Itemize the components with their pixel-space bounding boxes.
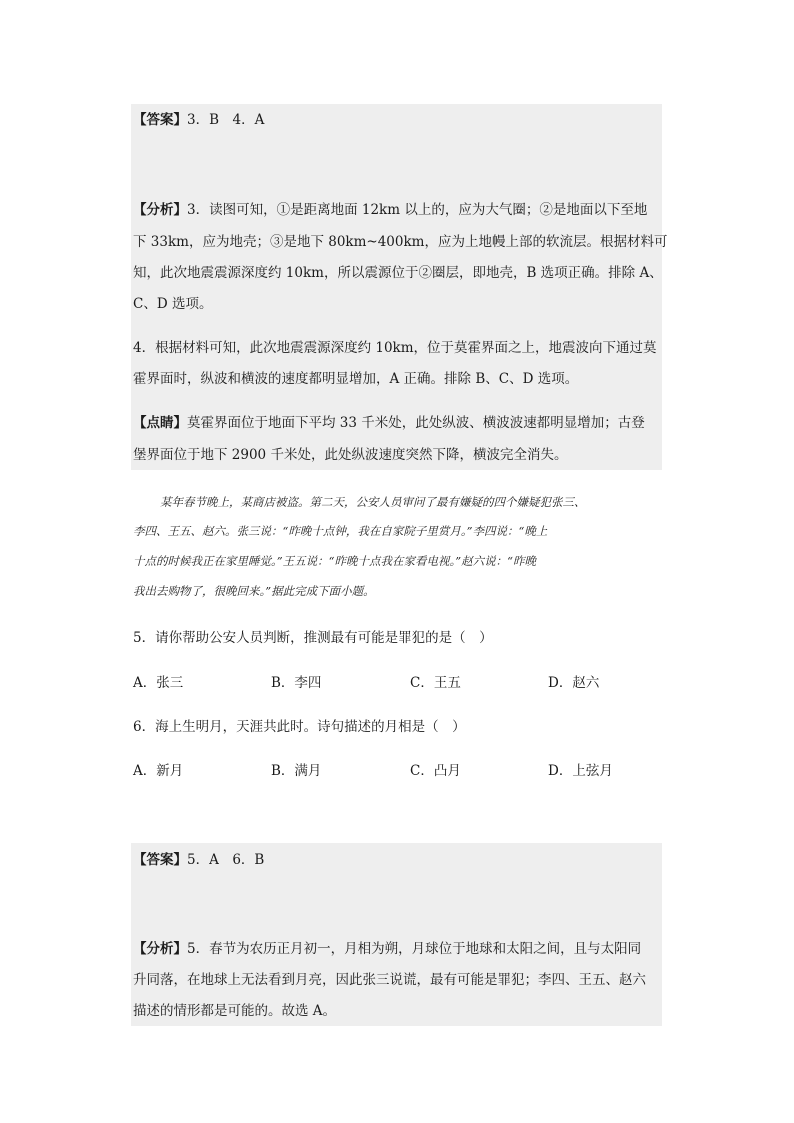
q6-option-c: C．凸月 — [410, 763, 461, 779]
q4-analysis-line-1: 4．根据材料可知，此次地震震源深度约 10km，位于莫霍界面之上，地震波向下通过莫 — [133, 340, 657, 356]
analysis-tag-2: 【分析】 — [133, 941, 187, 957]
q5-stem: 5．请你帮助公安人员判断，推测最有可能是罪犯的是（ ） — [133, 630, 493, 646]
tip-line-2: 堡界面位于地下 2900 千米处，此处纵波速度突然下降，横波完全消失。 — [133, 447, 568, 463]
analysis2-text: 5．春节为农历正月初一，月相为朔，月球位于地球和太阳之间，且与太阳同 — [187, 941, 642, 957]
analysis2-line-2: 升同落，在地球上无法看到月亮，因此张三说谎，最有可能是罪犯；李四、王五、赵六 — [133, 972, 646, 988]
answer-block-shade-2 — [131, 843, 662, 1026]
q6-stem: 6．海上生明月，天涯共此时。诗句描述的月相是（ ） — [133, 719, 466, 735]
analysis-line-4: C、D 选项。 — [133, 296, 213, 312]
tip-text: 莫霍界面位于地面下平均 33 千米处，此处纵波、横波波速都明显增加；古登 — [187, 415, 645, 431]
q6-option-d: D．上弦月 — [548, 763, 613, 779]
passage-line-3: 十点的时候我正在家里睡觉。”王五说：“昨晚十点我在家看电视。”赵六说：“昨晚 — [133, 554, 537, 568]
answer-tag-2: 【答案】 — [133, 852, 187, 868]
q5-option-d: D．赵六 — [548, 675, 600, 691]
q5-option-b: B．李四 — [271, 675, 322, 691]
passage-line-2: 李四、王五、赵六。张三说：“昨晚十点钟，我在自家院子里赏月。”李四说：“晚上 — [133, 524, 548, 538]
tip-line-1 — [133, 413, 645, 433]
tip-tag: 【点睛】 — [133, 415, 187, 431]
answer-text: 3．B 4．A — [187, 112, 265, 128]
passage-line-4: 我出去购物了，很晚回来。”据此完成下面小题。 — [133, 584, 375, 598]
answer-line-2 — [133, 850, 264, 870]
q5-option-c: C．王五 — [410, 675, 461, 691]
answer-line — [133, 110, 264, 130]
analysis-tag: 【分析】 — [133, 202, 187, 218]
analysis-line-3: 知，此次地震震源深度约 10km，所以震源位于②圈层，即地壳，B 选项正确。排除 A、 — [133, 265, 663, 281]
answer-text-2: 5．A 6．B — [187, 852, 265, 868]
passage-line-1: 某年春节晚上，某商店被盗。第二天，公安人员审问了最有嫌疑的四个嫌疑犯张三、 — [160, 495, 586, 509]
q5-option-a: A．张三 — [133, 675, 184, 691]
analysis2-line-1 — [133, 939, 641, 959]
analysis-line-1 — [133, 200, 647, 220]
q6-option-a: A．新月 — [133, 763, 184, 779]
answer-tag: 【答案】 — [133, 112, 187, 128]
analysis-line-2: 下 33km，应为地壳；③是地下 80km~400km，应为上地幔上部的软流层。根据材料可 — [133, 234, 668, 250]
analysis2-line-3: 描述的情形都是可能的。故选 A。 — [133, 1003, 337, 1019]
q6-option-b: B．满月 — [271, 763, 322, 779]
q4-analysis-line-2: 霍界面时，纵波和横波的速度都明显增加，A 正确。排除 B、C、D 选项。 — [133, 371, 579, 387]
analysis-text: 3．读图可知，①是距离地面 12km 以上的，应为大气圈；②是地面以下至地 — [187, 202, 648, 218]
